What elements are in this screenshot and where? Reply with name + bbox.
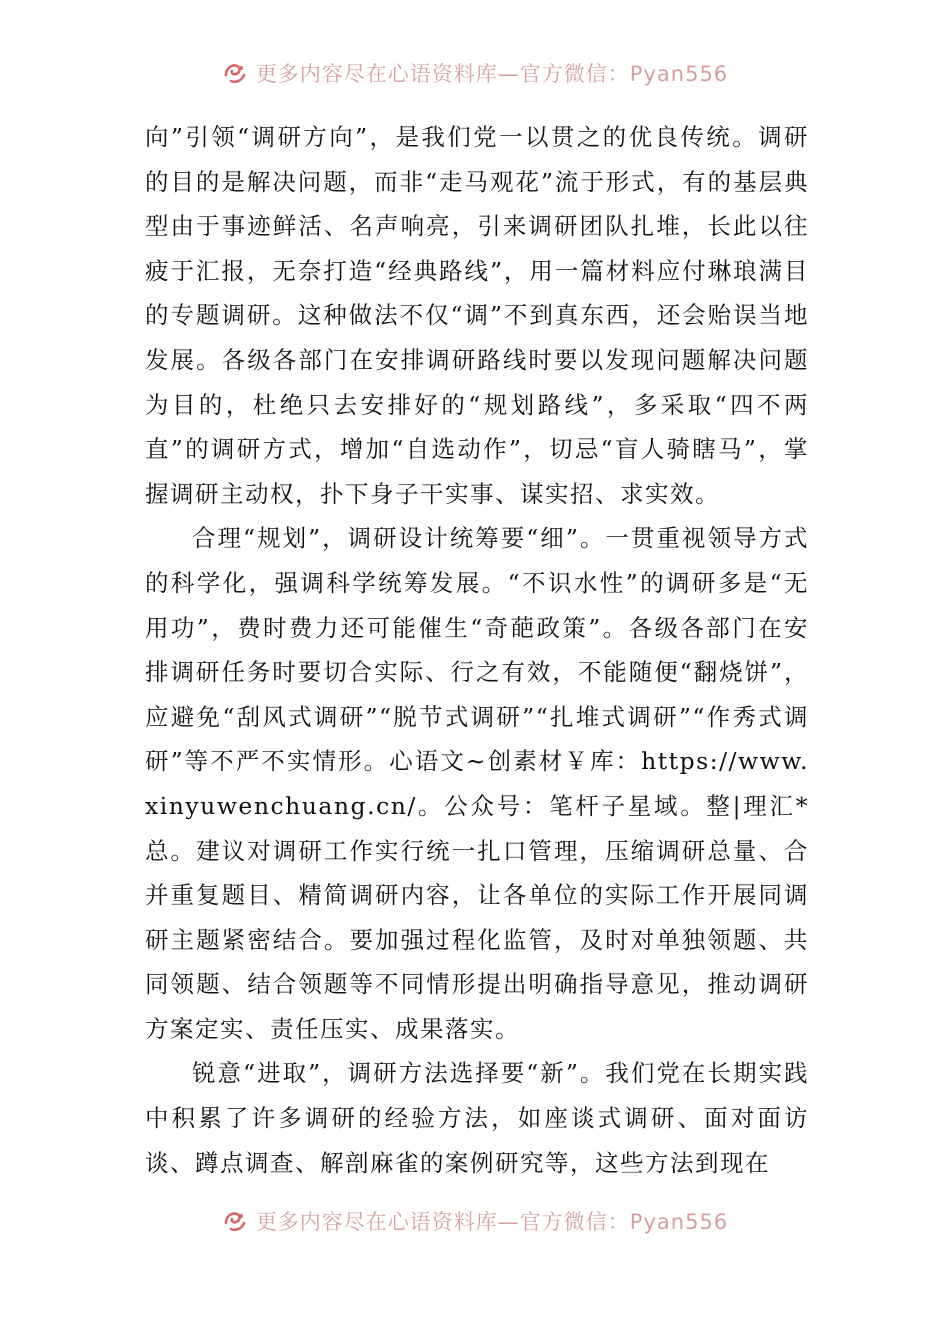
watermark-logo-icon: [222, 1208, 248, 1234]
paragraph-3: 锐意“进取”，调研方法选择要“新”。我们党在长期实践中积累了许多调研的经验方法，如座谈式调研、面对面访谈、蹲点调查、解剖麻雀的案例研究等，这些方法到现在: [145, 1059, 809, 1177]
paragraph-2: 合理“规划”，调研设计统筹要“细”。一贯重视领导方式的科学化，强调科学统筹发展。“不识水性”的调研多是“无用功”，费时费力还可能催生“奇葩政策”。各级各部门在安排调研任务时要切合实际、行之有效，不能随便“翻烧饼”，应避免“刮风式调研”“脱节式调研”“扎堆式调研”“作秀式调研”等不严不实情形。心语文~创素材￥库：https://www.xinyuwenchuang.cn/。公众号：笔杆子星域。整|理汇*总。建议对调研工作实行统一扎口管理，压缩调研总量、合并重复题目、精简调研内容，让各单位的实际工作开展同调研主题紧密结合。要加强过程化监管，及时对单独领题、共同领题、结合领题等不同情形提出明确指导意见，推动调研方案定实、责任压实、成果落实。: [145, 524, 809, 1043]
watermark-logo-icon: [222, 60, 248, 86]
paragraph-1: 向”引领“调研方向”，是我们党一以贯之的优良传统。调研的目的是解决问题，而非“走马观花”流于形式，有的基层典型由于事迹鲜活、名声响亮，引来调研团队扎堆，长此以往疲于汇报，无奈打造“经典路线”，用一篇材料应付琳琅满目的专题调研。这种做法不仅“调”不到真东西，还会贻误当地发展。各级各部门在安排调研路线时要以发现问题解决问题为目的，杜绝只去安排好的“规划路线”，多采取“四不两直”的调研方式，增加“自选动作”，切忌“盲人骑瞎马”，掌握调研主动权，扑下身子干实事、谋实招、求实效。: [145, 123, 809, 508]
watermark-text: 更多内容尽在心语资料库—官方微信：Pyan556: [255, 62, 729, 86]
footer-watermark: [0, 1206, 950, 1236]
header-watermark: [0, 58, 950, 88]
document-body: [145, 115, 809, 1185]
watermark-text: 更多内容尽在心语资料库—官方微信：Pyan556: [255, 1210, 729, 1234]
